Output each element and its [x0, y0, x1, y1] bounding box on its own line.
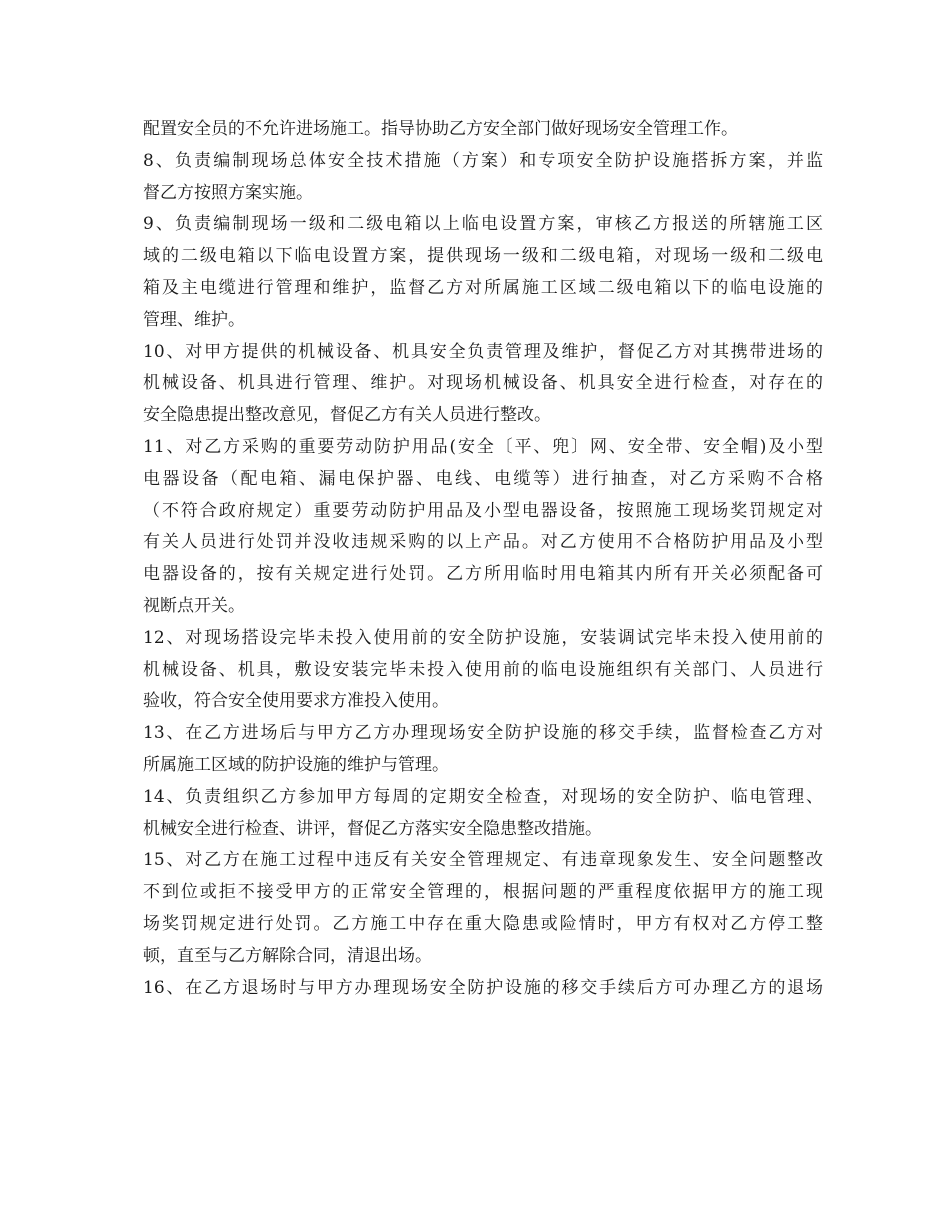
text-line: 场奖罚规定进行处罚。乙方施工中存在重大隐患或险情时，甲方有权对乙方停工整	[143, 913, 823, 934]
text-line: （不符合政府规定）重要劳动防护用品及小型电器设备，按照施工现场奖罚规定对	[143, 500, 823, 521]
text-line: 督乙方按照方案实施。	[143, 182, 313, 203]
text-line: 16、在乙方退场时与甲方办理现场安全防护设施的移交手续后方可办理乙方的退场	[143, 977, 823, 998]
text-line: 15、对乙方在施工过程中违反有关安全管理规定、有违章现象发生、安全问题整改	[143, 850, 823, 871]
text-line: 顿，直至与乙方解除合同，清退出场。	[143, 945, 432, 966]
document-body	[143, 114, 823, 1004]
text-line: 11、对乙方采购的重要劳动防护用品(安全〔平、兜〕网、安全带、安全帽)及小型	[143, 436, 823, 457]
text-line: 配置安全员的不允许进场施工。指导协助乙方安全部门做好现场安全管理工作。	[143, 119, 738, 139]
text-line: 机械设备、机具进行管理、维护。对现场机械设备、机具安全进行检查，对存在的	[143, 373, 823, 394]
text-line: 13、在乙方进场后与甲方乙方办理现场安全防护设施的移交手续，监督检查乙方对	[143, 723, 823, 744]
text-line: 箱及主电缆进行管理和维护，监督乙方对所属施工区域二级电箱以下的临电设施的	[143, 277, 823, 298]
text-line: 10、对甲方提供的机械设备、机具安全负责管理及维护，督促乙方对其携带进场的	[143, 341, 823, 362]
text-line: 视断点开关。	[143, 595, 245, 616]
text-line: 所属施工区域的防护设施的维护与管理。	[143, 754, 449, 775]
text-line: 电器设备（配电箱、漏电保护器、电线、电缆等）进行抽查，对乙方采购不合格	[143, 468, 823, 489]
text-line: 机械设备、机具，敷设安装完毕未投入使用前的临电设施组织有关部门、人员进行	[143, 659, 823, 680]
text-line: 14、负责组织乙方参加甲方每周的定期安全检查，对现场的安全防护、临电管理、	[143, 786, 823, 807]
text-line: 机械安全进行检查、讲评，督促乙方落实安全隐患整改措施。	[143, 818, 602, 839]
text-line: 8、负责编制现场总体安全技术措施（方案）和专项安全防护设施搭拆方案，并监	[143, 150, 823, 171]
text-line: 9、负责编制现场一级和二级电箱以上临电设置方案，审核乙方报送的所辖施工区	[143, 214, 823, 235]
text-line: 电器设备的，按有关规定进行处罚。乙方所用临时用电箱其内所有开关必须配备可	[143, 564, 823, 585]
text-line: 域的二级电箱以下临电设置方案，提供现场一级和二级电箱，对现场一级和二级电	[143, 246, 823, 267]
text-line: 12、对现场搭设完毕未投入使用前的安全防护设施，安装调试完毕未投入使用前的	[143, 627, 823, 648]
text-line: 有关人员进行处罚并没收违规采购的以上产品。对乙方使用不合格防护用品及小型	[143, 532, 823, 553]
text-line: 管理、维护。	[143, 309, 245, 330]
text-line: 安全隐患提出整改意见，督促乙方有关人员进行整改。	[143, 405, 551, 426]
text-line: 不到位或拒不接受甲方的正常安全管理的，根据问题的严重程度依据甲方的施工现	[143, 882, 823, 903]
text-line: 验收，符合安全使用要求方准投入使用。	[143, 691, 449, 712]
